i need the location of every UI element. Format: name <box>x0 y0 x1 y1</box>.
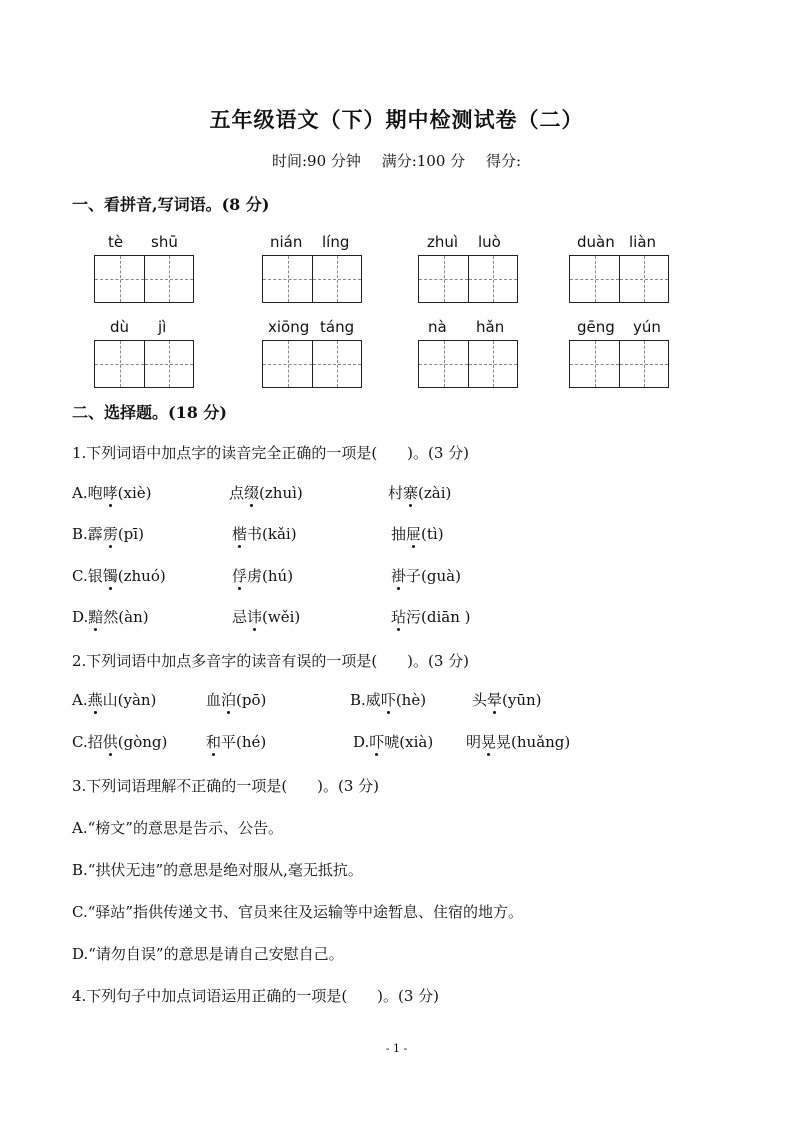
word-rest: (pō) <box>236 691 267 709</box>
dotted-char: 玷 <box>391 608 407 626</box>
q3-option-a[interactable]: A.“榜文”的意思是告示、公告。 <box>72 819 283 837</box>
grid-cell[interactable] <box>95 341 144 387</box>
pinyin-syllable: dù <box>110 318 130 336</box>
pinyin-syllable: nián <box>270 233 303 251</box>
q2-option-b-word-2 <box>472 689 542 710</box>
q2-option-c-word-2 <box>206 731 266 752</box>
dotted-char: 供 <box>102 733 118 751</box>
word-rest: 平(hé) <box>221 733 267 751</box>
pinyin-syllable: xiōng <box>268 318 310 336</box>
dotted-char: 吓 <box>369 733 385 751</box>
q1-option-c-word-1[interactable] <box>72 565 166 586</box>
q3-option-b[interactable]: B.“拱伏无违”的意思是绝对服从,毫无抵抗。 <box>72 861 363 879</box>
q1-option-d-word-2 <box>232 606 300 627</box>
word-rest: (pī) <box>117 525 144 543</box>
word-rest: (zhuì) <box>259 484 303 502</box>
pinyin-syllable: hǎn <box>476 318 505 336</box>
writing-grid[interactable] <box>94 340 194 388</box>
q2-option-a-word-2 <box>206 689 266 710</box>
q1-option-a-word-2 <box>229 482 303 503</box>
q1-option-b-word-3 <box>391 523 444 544</box>
word-char: 抽 <box>391 525 407 543</box>
dotted-char: 褂 <box>391 567 407 585</box>
pinyin-syllable: tè <box>108 233 124 251</box>
pinyin-syllable: gēng <box>577 318 615 336</box>
dotted-char: 镯 <box>102 567 118 585</box>
section1-heading: 一、看拼音,写词语。(8 分) <box>72 195 270 214</box>
pinyin-syllable: líng <box>322 233 350 251</box>
dotted-char: 吓 <box>380 691 396 709</box>
pinyin-syllable: luò <box>478 233 501 251</box>
grid-cell[interactable] <box>144 341 193 387</box>
dotted-char: 讳 <box>247 608 263 626</box>
page-title: 五年级语文（下）期中检测试卷（二） <box>209 107 584 132</box>
pinyin-syllable: nà <box>428 318 447 336</box>
dotted-char: 晕 <box>487 691 503 709</box>
grid-cell[interactable] <box>144 256 193 302</box>
option-label: A. <box>72 691 88 709</box>
q1-option-a-word-1[interactable] <box>72 482 151 503</box>
q1-option-c-word-2 <box>232 565 293 586</box>
pinyin-syllable: zhuì <box>427 233 459 251</box>
word-rest: 然(àn) <box>103 608 149 626</box>
word-rest: 唬(xià) <box>384 733 434 751</box>
word-rest: 污(diān ) <box>406 608 471 626</box>
exam-score: 得分: <box>485 152 521 170</box>
word-char: 威 <box>365 691 381 709</box>
pinyin-syllable: jì <box>158 318 167 336</box>
pinyin-syllable: liàn <box>629 233 657 251</box>
writing-grid[interactable] <box>262 255 362 303</box>
grid-cell[interactable] <box>570 256 619 302</box>
option-label: D. <box>353 733 370 751</box>
word-rest: (hè) <box>395 691 427 709</box>
q3-option-d[interactable]: D.“请勿自误”的意思是请自己安慰自己。 <box>72 945 344 963</box>
option-label: C. <box>72 733 88 751</box>
dotted-char: 晃 <box>481 733 497 751</box>
word-char: 霹 <box>87 525 103 543</box>
writing-grid[interactable] <box>418 255 518 303</box>
dotted-char: 哮 <box>102 484 118 502</box>
word-char: 点 <box>229 484 245 502</box>
exam-full-score: 满分:100 分 <box>381 152 466 170</box>
word-char: 头 <box>472 691 488 709</box>
word-rest: (yūn) <box>502 691 542 709</box>
pinyin-label <box>94 233 198 253</box>
word-rest: 山(yàn) <box>102 691 157 709</box>
q1-option-c-word-3 <box>391 565 461 586</box>
q1-option-d-word-3 <box>391 606 471 627</box>
q1-option-b-word-2 <box>232 523 297 544</box>
page-number: - 1 - <box>385 1042 408 1055</box>
word-rest: (xiè) <box>117 484 152 502</box>
word-rest: (wěi) <box>262 608 301 626</box>
option-label: D. <box>72 608 89 626</box>
pinyin-syllable: duàn <box>577 233 615 251</box>
word-char: 招 <box>87 733 103 751</box>
section2-heading: 二、选择题。(18 分) <box>72 403 227 422</box>
q2-option-d-word-2 <box>466 731 570 752</box>
grid-cell[interactable] <box>468 341 517 387</box>
pinyin-label <box>262 318 366 338</box>
exam-info <box>0 150 793 171</box>
option-label: B. <box>72 525 88 543</box>
grid-cell[interactable] <box>570 341 619 387</box>
dotted-char: 寨 <box>403 484 419 502</box>
q2-option-a-word-1[interactable] <box>72 689 156 710</box>
pinyin-label <box>569 318 673 338</box>
writing-grid[interactable] <box>94 255 194 303</box>
word-char: 咆 <box>87 484 103 502</box>
exam-time: 时间:90 分钟 <box>272 152 361 170</box>
dotted-char: 黯 <box>88 608 104 626</box>
pinyin-syllable: shū <box>151 233 178 251</box>
word-rest: (zhuó) <box>117 567 166 585</box>
pinyin-label <box>418 318 522 338</box>
word-rest: (tì) <box>421 525 444 543</box>
q1-option-b-word-1[interactable] <box>72 523 144 544</box>
writing-grid[interactable] <box>569 255 669 303</box>
word-rest: (zài) <box>418 484 452 502</box>
grid-cell[interactable] <box>468 256 517 302</box>
word-rest: 子(guà) <box>406 567 461 585</box>
grid-cell[interactable] <box>95 256 144 302</box>
word-rest: (gòng) <box>117 733 168 751</box>
writing-grid[interactable] <box>262 340 362 388</box>
q2-option-d-word-1[interactable] <box>353 731 433 752</box>
dotted-char: 楷 <box>232 525 248 543</box>
pinyin-label <box>569 233 673 253</box>
word-rest: 书(kǎi) <box>247 525 297 543</box>
grid-cell[interactable] <box>312 256 361 302</box>
q1-option-d-word-1[interactable] <box>72 606 149 627</box>
grid-cell[interactable] <box>619 256 668 302</box>
pinyin-syllable: yún <box>633 318 661 336</box>
question-4-stem: 4.下列句子中加点词语运用正确的一项是( )。(3 分) <box>72 987 440 1005</box>
word-rest: 晃(huǎng) <box>496 733 571 751</box>
q2-option-b-word-1[interactable] <box>350 689 426 710</box>
word-char: 银 <box>87 567 103 585</box>
q2-option-c-word-1[interactable] <box>72 731 167 752</box>
word-char: 血 <box>206 691 222 709</box>
q3-option-c[interactable]: C.“驿站”指供传递文书、官员来往及运输等中途暂息、住宿的地方。 <box>72 903 524 921</box>
grid-cell[interactable] <box>263 341 312 387</box>
word-char: 村 <box>388 484 404 502</box>
dotted-char: 缀 <box>244 484 260 502</box>
question-3-stem: 3.下列词语理解不正确的一项是( )。(3 分) <box>72 777 380 795</box>
writing-grid[interactable] <box>569 340 669 388</box>
pinyin-label <box>262 233 366 253</box>
pinyin-syllable: táng <box>320 318 355 336</box>
word-rest: 虏(hú) <box>247 567 294 585</box>
question-2-stem: 2.下列词语中加点多音字的读音有误的一项是( )。(3 分) <box>72 652 470 670</box>
grid-cell[interactable] <box>419 256 468 302</box>
grid-cell[interactable] <box>263 256 312 302</box>
dotted-char: 燕 <box>87 691 103 709</box>
writing-grid[interactable] <box>418 340 518 388</box>
dotted-char: 屉 <box>406 525 422 543</box>
question-1-stem: 1.下列词语中加点字的读音完全正确的一项是( )。(3 分) <box>72 444 470 462</box>
q1-option-a-word-3 <box>388 482 451 503</box>
pinyin-label <box>94 318 198 338</box>
pinyin-label <box>418 233 522 253</box>
grid-cell[interactable] <box>419 341 468 387</box>
option-label: A. <box>72 484 88 502</box>
dotted-char: 和 <box>206 733 222 751</box>
dotted-char: 雳 <box>102 525 118 543</box>
word-char: 忌 <box>232 608 248 626</box>
grid-cell[interactable] <box>619 341 668 387</box>
option-label: C. <box>72 567 88 585</box>
grid-cell[interactable] <box>312 341 361 387</box>
option-label: B. <box>350 691 366 709</box>
dotted-char: 俘 <box>232 567 248 585</box>
dotted-char: 泊 <box>221 691 237 709</box>
word-char: 明 <box>466 733 482 751</box>
